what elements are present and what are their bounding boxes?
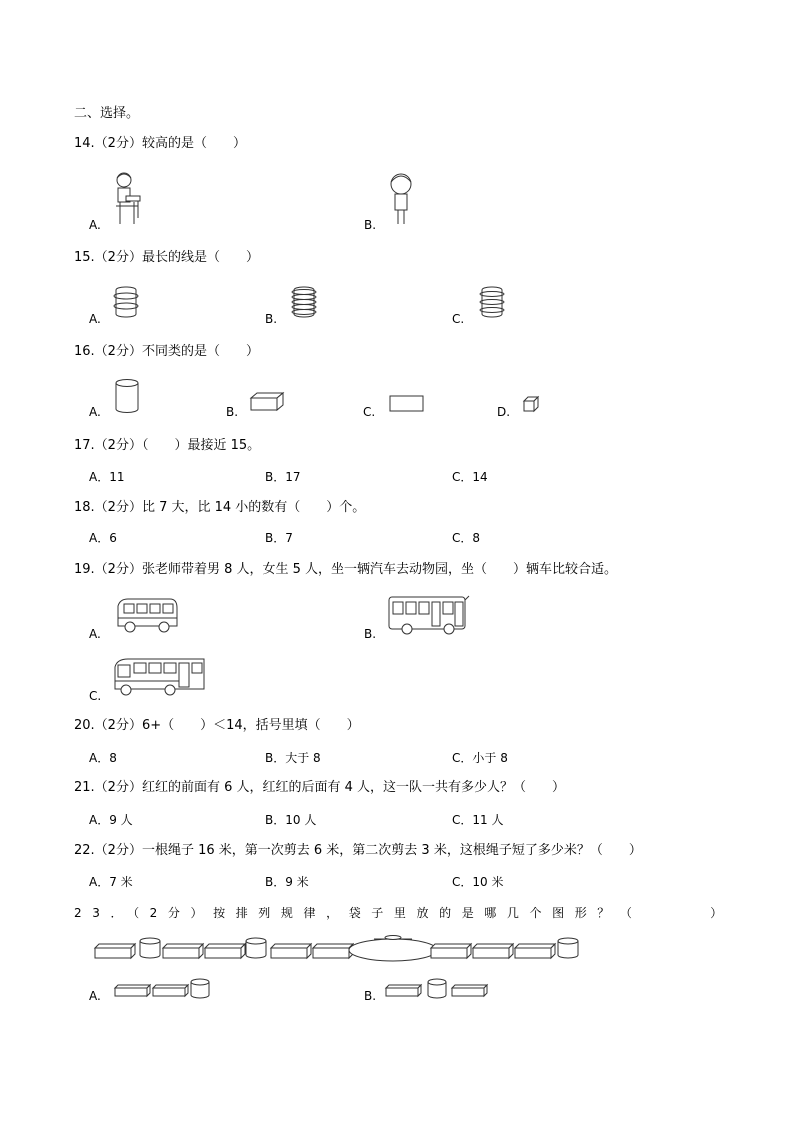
coil-three-turns-image (476, 284, 508, 320)
minibus-image (114, 596, 180, 636)
cube-image (523, 396, 541, 412)
q20-option-b: B．大于 8 (265, 751, 321, 765)
pattern-cuboid-8 (515, 944, 555, 958)
q17-option-c: C．14 (452, 470, 488, 484)
q23-option-a-label: A. (89, 989, 101, 1003)
q19-option-c-label: C. (89, 689, 102, 703)
q22-option-b: B．9 米 (265, 875, 309, 889)
q21-option-c: C．11 人 (452, 813, 504, 827)
question-14-stem: 14.（2分）较高的是（ ） (74, 136, 246, 151)
seated-boy-image (112, 170, 144, 226)
section-title: 二、选择。 (74, 106, 140, 121)
pattern-cuboid-5 (313, 944, 353, 958)
question-20-stem: 20.（2分）6+（ ）＜14，括号里填（ ） (74, 718, 360, 733)
question-17-stem: 17.（2分）（ ）最接近 15。 (74, 438, 261, 453)
rectangle-image (389, 395, 425, 413)
q16-option-d-label: D. (497, 405, 511, 419)
coach-bus-image (112, 655, 208, 697)
q14-option-a-label: A. (89, 218, 101, 232)
coil-many-turns-image (288, 284, 320, 320)
q15-option-a-label: A. (89, 312, 101, 326)
q16-option-c-label: C. (363, 405, 376, 419)
q18-option-c: C．8 (452, 531, 481, 545)
q23-option-b-label: B. (364, 989, 377, 1003)
pattern-cylinder-3 (558, 938, 578, 958)
cylinder-image (114, 378, 140, 414)
q17-option-b: B．17 (265, 470, 301, 484)
coil-two-turns-image (110, 284, 142, 320)
cuboid-image (250, 392, 286, 412)
question-15-stem: 15.（2分）最长的线是（ ） (74, 250, 259, 265)
pattern-cylinder-1 (140, 938, 160, 958)
pattern-cuboid-7 (473, 944, 513, 958)
pattern-cuboid-1 (95, 944, 135, 958)
q14-option-b-label: B. (364, 218, 377, 232)
pattern-sequence-image (94, 934, 584, 964)
question-22-stem: 22.（2分）一根绳子 16 米，第一次剪去 6 米，第二次剪去 3 米，这根绳子短了多少米？（ ） (74, 843, 642, 858)
bag-image (349, 936, 437, 962)
q20-option-c: C．小于 8 (452, 751, 508, 765)
q18-option-b: B．7 (265, 531, 293, 545)
question-19-stem: 19.（2分）张老师带着男 8 人，女生 5 人，坐一辆汽车去动物园，坐（ ）辆车比较合适。 (74, 562, 618, 577)
q15-option-c-label: C. (452, 312, 465, 326)
q18-option-a: A．6 (89, 531, 117, 545)
pattern-cuboid-2 (163, 944, 203, 958)
pattern-cuboid-3 (205, 944, 245, 958)
pattern-cuboid-6 (431, 944, 471, 958)
city-bus-image (387, 594, 471, 636)
q16-option-b-label: B. (226, 405, 239, 419)
question-18-stem: 18.（2分）比 7 大，比 14 小的数有（ ）个。 (74, 500, 366, 515)
pattern-cylinder-2 (246, 938, 266, 958)
question-16-stem: 16.（2分）不同类的是（ ） (74, 344, 259, 359)
q15-option-b-label: B. (265, 312, 278, 326)
question-21-stem: 21.（2分）红红的前面有 6 人，红红的后面有 4 人，这一队一共有多少人？（ ） (74, 780, 566, 795)
standing-boy-image (386, 172, 416, 226)
q19-option-b-label: B. (364, 627, 377, 641)
q22-option-a: A．7 米 (89, 875, 133, 889)
question-23-stem: 23．（2分）按排列规律，袋子里放的是哪几个图形？（ ） (74, 906, 733, 920)
q20-option-a: A．8 (89, 751, 117, 765)
pattern-cuboid-4 (271, 944, 311, 958)
q21-option-a: A．9 人 (89, 813, 133, 827)
q23-option-a-image (114, 978, 214, 1000)
q21-option-b: B．10 人 (265, 813, 317, 827)
q17-option-a: A．11 (89, 470, 125, 484)
q19-option-a-label: A. (89, 627, 101, 641)
q16-option-a-label: A. (89, 405, 101, 419)
q23-option-b-image (385, 978, 491, 1000)
q22-option-c: C．10 米 (452, 875, 504, 889)
